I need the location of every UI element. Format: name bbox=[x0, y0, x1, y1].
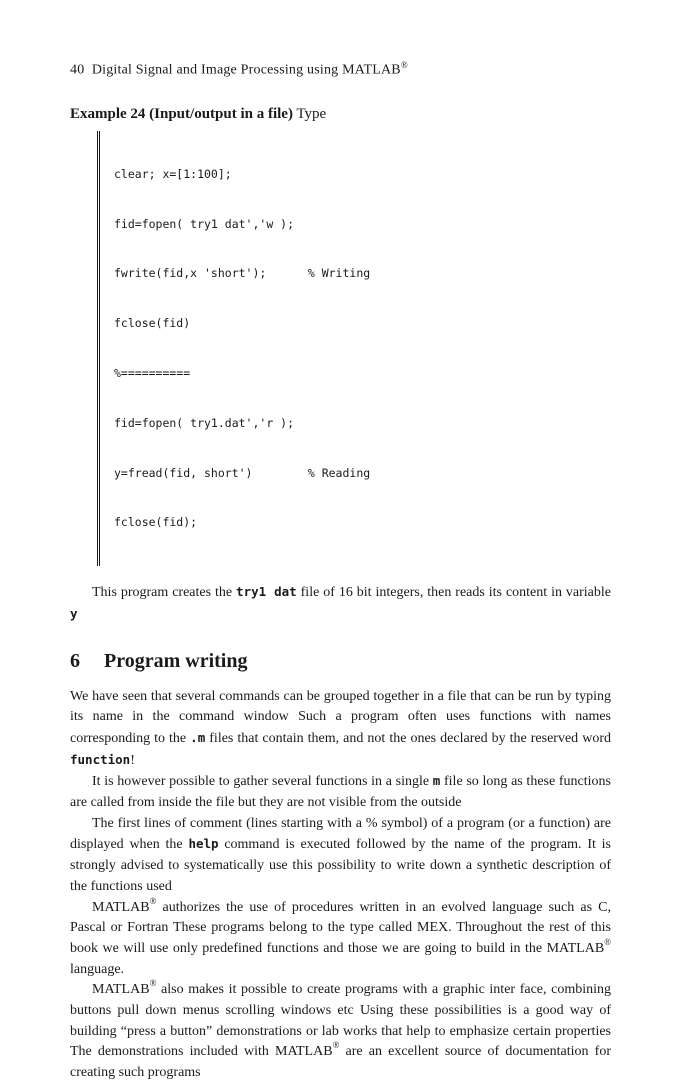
text-run: authorizes the use of procedures written in an evolved language such as C, Pascal or Fortran These programs belong to the type called MEX. Throughout the rest of this book we will use only predefined functions and those we are going to build in the MATLAB bbox=[70, 899, 611, 956]
text-run: We have seen that several commands can be grouped together in a file that can be run by typing its name in the command window Such a program often uses functions with names corresponding to the bbox=[70, 688, 611, 746]
section-title: Program writing bbox=[104, 649, 248, 672]
code-line: fclose(fid); bbox=[114, 515, 198, 530]
paragraph-4 bbox=[70, 895, 611, 981]
inline-code: function bbox=[70, 751, 131, 767]
text-run: It is however possible to gather several functions in a single bbox=[92, 774, 433, 790]
registered-mark: ® bbox=[604, 936, 611, 947]
code-line: fclose(fid) bbox=[114, 316, 191, 331]
example-type-word: Type bbox=[296, 105, 327, 122]
text-run: This program creates the bbox=[92, 585, 237, 601]
text-run: MATLAB bbox=[92, 899, 150, 915]
example-heading bbox=[70, 106, 611, 123]
code-line: fwrite(fid,x 'short'); % Writing bbox=[114, 266, 371, 281]
registered-mark: ® bbox=[400, 60, 408, 70]
inline-code: m bbox=[432, 773, 441, 789]
text-run: command is executed followed by the name of the program. It is strongly advised to systematically use this possibility to write down a synthetic description of the functions used bbox=[70, 837, 611, 894]
text-run: file so long as these functions are called from inside the file but they are not visible from the outside bbox=[70, 774, 612, 811]
code-block bbox=[97, 131, 611, 566]
text-run: The first lines of comment (lines starting with a % symbol) of a program (or a function) are displayed when the bbox=[70, 815, 611, 853]
inline-code: y bbox=[70, 605, 78, 621]
inline-code: .m bbox=[190, 729, 206, 745]
registered-mark: ® bbox=[149, 978, 157, 989]
text-run: also makes it possible to create programs with a graphic inter face, combining buttons pull down menus scrolling windows etc Using these possibilities is a good way of building “press a button” demonstrations or lab works that help to emphasize certain properties The demonstrations included with MATLAB bbox=[70, 982, 611, 1060]
inline-code: help bbox=[188, 836, 219, 852]
page bbox=[70, 60, 611, 1084]
example-label: Example 24 (Input/output in a file) bbox=[70, 105, 293, 122]
text-run: files that contain them, and not the ones declared by the reserved word bbox=[205, 730, 611, 746]
running-head bbox=[70, 60, 611, 79]
text-run: ! bbox=[130, 752, 135, 768]
registered-mark: ® bbox=[149, 895, 157, 906]
code-line: fid=fopen( try1 dat','w ); bbox=[114, 216, 295, 231]
paragraph-1 bbox=[70, 687, 611, 772]
example-explanation bbox=[70, 582, 611, 625]
code-line: clear; x=[1:100]; bbox=[114, 166, 232, 181]
section-heading bbox=[70, 650, 611, 673]
code-line: y=fread(fid, short') % Reading bbox=[114, 465, 371, 480]
paragraph-5 bbox=[70, 980, 611, 1084]
registered-mark: ® bbox=[332, 1040, 340, 1051]
text-run: language. bbox=[70, 961, 125, 977]
text-run: file of 16 bit integers, then reads its content in variable bbox=[296, 585, 611, 601]
text-run: are an excellent source of documentation for creating such programs bbox=[70, 1044, 611, 1081]
text-run: MATLAB bbox=[92, 982, 150, 998]
running-title: Digital Signal and Image Processing using MATLAB bbox=[91, 62, 401, 78]
code-line: fid=fopen( try1.dat','r ); bbox=[114, 415, 295, 430]
paragraph-3 bbox=[70, 814, 611, 898]
code-line: %========== bbox=[114, 365, 191, 380]
inline-code: try1 dat bbox=[236, 584, 297, 600]
paragraph-2 bbox=[70, 771, 611, 813]
section-number: 6 bbox=[70, 649, 80, 672]
page-number: 40 bbox=[70, 62, 85, 78]
